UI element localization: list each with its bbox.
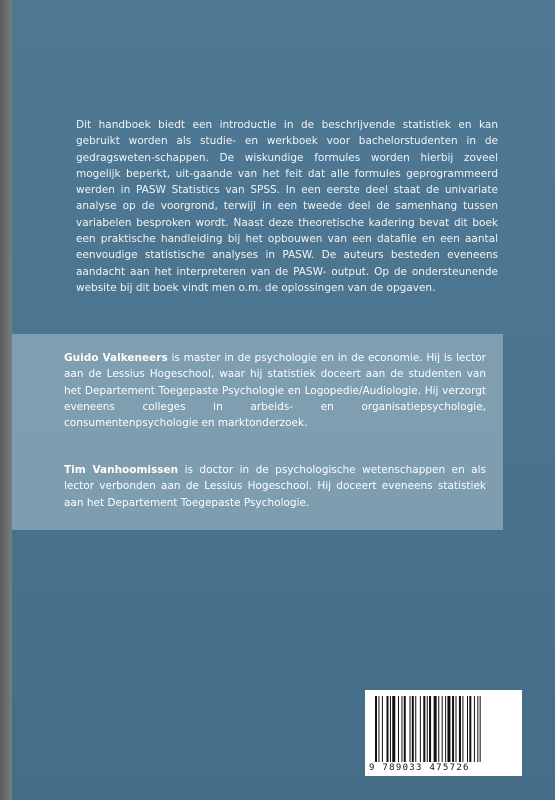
author-bio-text-2: is doctor in de psychologische wetenschappen en als lector verbonden aan de Lessius Hogeschool. Hij doceert eveneens statistiek aan het Departement Toegepaste Psychologie. xyxy=(64,464,486,509)
barcode-bar xyxy=(404,696,406,762)
barcode-bar xyxy=(427,696,428,762)
barcode-bar xyxy=(438,696,439,762)
barcode-bar xyxy=(462,696,463,762)
cover-edge xyxy=(0,0,12,800)
author-name-1: Guido Valkeneers xyxy=(64,352,168,364)
author-bio-2 xyxy=(64,462,486,511)
barcode-bar xyxy=(442,696,443,762)
barcode-bar xyxy=(401,696,402,762)
author-bio-1 xyxy=(64,350,486,431)
barcode-bar xyxy=(459,696,461,762)
barcode-bar xyxy=(474,696,475,762)
barcode-bar xyxy=(445,696,446,762)
barcode-bar xyxy=(410,696,411,762)
barcode-bar xyxy=(467,696,468,762)
author-name-2: Tim Vanhoomissen xyxy=(64,464,179,476)
isbn-digits: 9 789033 475726 xyxy=(369,763,470,773)
barcode-bar xyxy=(477,696,478,762)
barcode-bar xyxy=(469,696,471,762)
author-bio-text-1: is master in de psychologie en in de economie. Hij is lector aan de Lessius Hogeschool, waar hij statistiek doceert aan de studenten van het Departement Toegepaste Psychologie en Logopedie/Audiologie. Hij verzorgt eveneens colleges in arbeids- en organisatiepsychologie, consumentenpsychologie en marktonderzoek. xyxy=(64,352,486,430)
barcode-bar xyxy=(452,696,454,762)
barcode-bar xyxy=(447,696,450,762)
barcode-bar xyxy=(420,696,421,762)
barcode-bar xyxy=(415,696,416,762)
barcode-bar xyxy=(375,696,377,762)
barcode xyxy=(365,690,522,776)
book-description: Dit handboek biedt een introductie in de beschrijvende statistiek en kan gebruikt worden als studie- en werkboek voor bachelorstudenten in de gedragsweten-schappen. De wiskundige formules worden hierbij zoveel mogelijk beperkt, uit-gaande van het feit dat alle formules geprogrammeerd werden in PASW Statistics van SPSS. In een eerste deel staat de univariate analyse op de voorgrond, terwijl in een tweede deel de samenhang tussen variabelen besproken wordt. Naast deze theoretische kadering bevat dit boek een praktische handleiding bij het opbouwen van een datafile en een aantal eenvoudige statistische analyses in PASW. De auteurs besteden eveneens aandacht aan het interpreteren van de PASW- output. Op de ondersteunende website bij dit boek vindt men o.m. de oplossingen van de opgaven. xyxy=(76,119,498,294)
barcode-bar xyxy=(392,696,395,762)
barcode-bar xyxy=(412,696,414,762)
barcode-bars xyxy=(373,696,514,762)
barcode-bar xyxy=(382,696,383,762)
barcode-bar xyxy=(387,696,389,762)
barcode-bar xyxy=(390,696,391,762)
barcode-bar xyxy=(480,696,481,762)
barcode-bar xyxy=(456,696,457,762)
barcode-bar xyxy=(429,696,431,762)
barcode-bar xyxy=(378,696,379,762)
barcode-bar xyxy=(434,696,437,762)
barcode-bar xyxy=(398,696,399,762)
barcode-bar xyxy=(423,696,425,762)
